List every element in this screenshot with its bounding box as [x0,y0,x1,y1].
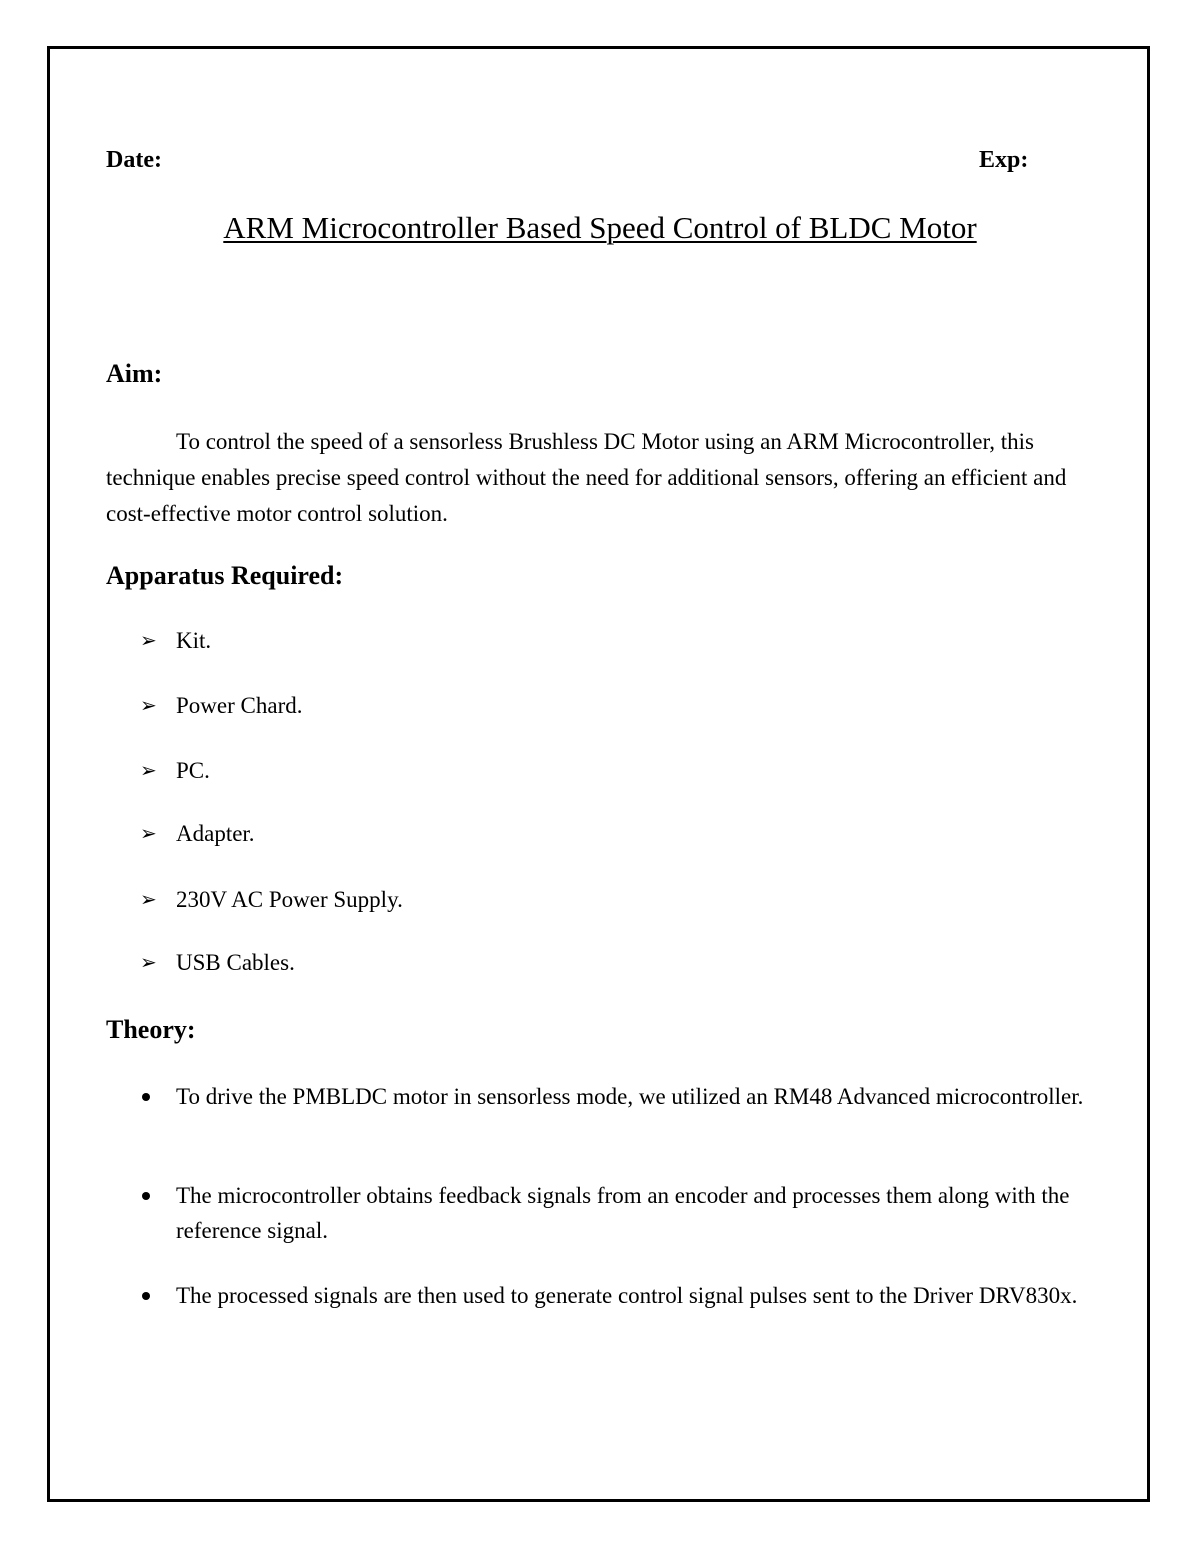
apparatus-item [140,757,210,785]
date-label: Date: [106,147,162,173]
apparatus-item-label: 230V AC Power Supply. [176,887,403,912]
apparatus-item-label: PC. [176,758,210,783]
document-title: ARM Microcontroller Based Speed Control of BLDC Motor [223,210,977,245]
arrow-bullet-icon: ➢ [140,889,157,911]
apparatus-item [140,949,295,977]
apparatus-item [140,820,255,848]
aim-heading: Aim: [106,359,163,388]
theory-item-text: The processed signals are then used to generate control signal pulses sent to the Driver DRV830x. [176,1283,1078,1308]
arrow-bullet-icon: ➢ [140,695,157,717]
exp-label: Exp: [979,147,1029,173]
arrow-bullet-icon: ➢ [140,823,157,845]
dot-bullet-icon [140,1079,176,1114]
theory-item [140,1178,1100,1248]
theory-item-text: To drive the PMBLDC motor in sensorless mode, we utilized an RM48 Advanced microcontroller. [176,1084,1084,1109]
dot-bullet-icon [140,1278,176,1313]
arrow-bullet-icon: ➢ [140,952,157,974]
theory-item [140,1278,1100,1313]
apparatus-item [140,692,302,720]
apparatus-item-label: Adapter. [176,821,255,846]
apparatus-item-label: Power Chard. [176,693,303,718]
theory-item [140,1079,1100,1114]
aim-paragraph: To control the speed of a sensorless Brushless DC Motor using an ARM Microcontroller, this technique enables precise speed control without the need for additional sensors, offering an efficient and cost-effective motor control solution. [106,429,1067,526]
apparatus-item [140,886,403,914]
apparatus-heading: Apparatus Required: [106,561,344,590]
theory-heading: Theory: [106,1015,196,1044]
apparatus-item [140,627,211,655]
theory-item-text: The microcontroller obtains feedback signals from an encoder and processes them along with the reference signal. [176,1183,1070,1243]
apparatus-item-label: Kit. [176,628,212,653]
dot-bullet-icon [140,1178,176,1248]
arrow-bullet-icon: ➢ [140,760,157,782]
arrow-bullet-icon: ➢ [140,630,157,652]
apparatus-item-label: USB Cables. [176,950,295,975]
